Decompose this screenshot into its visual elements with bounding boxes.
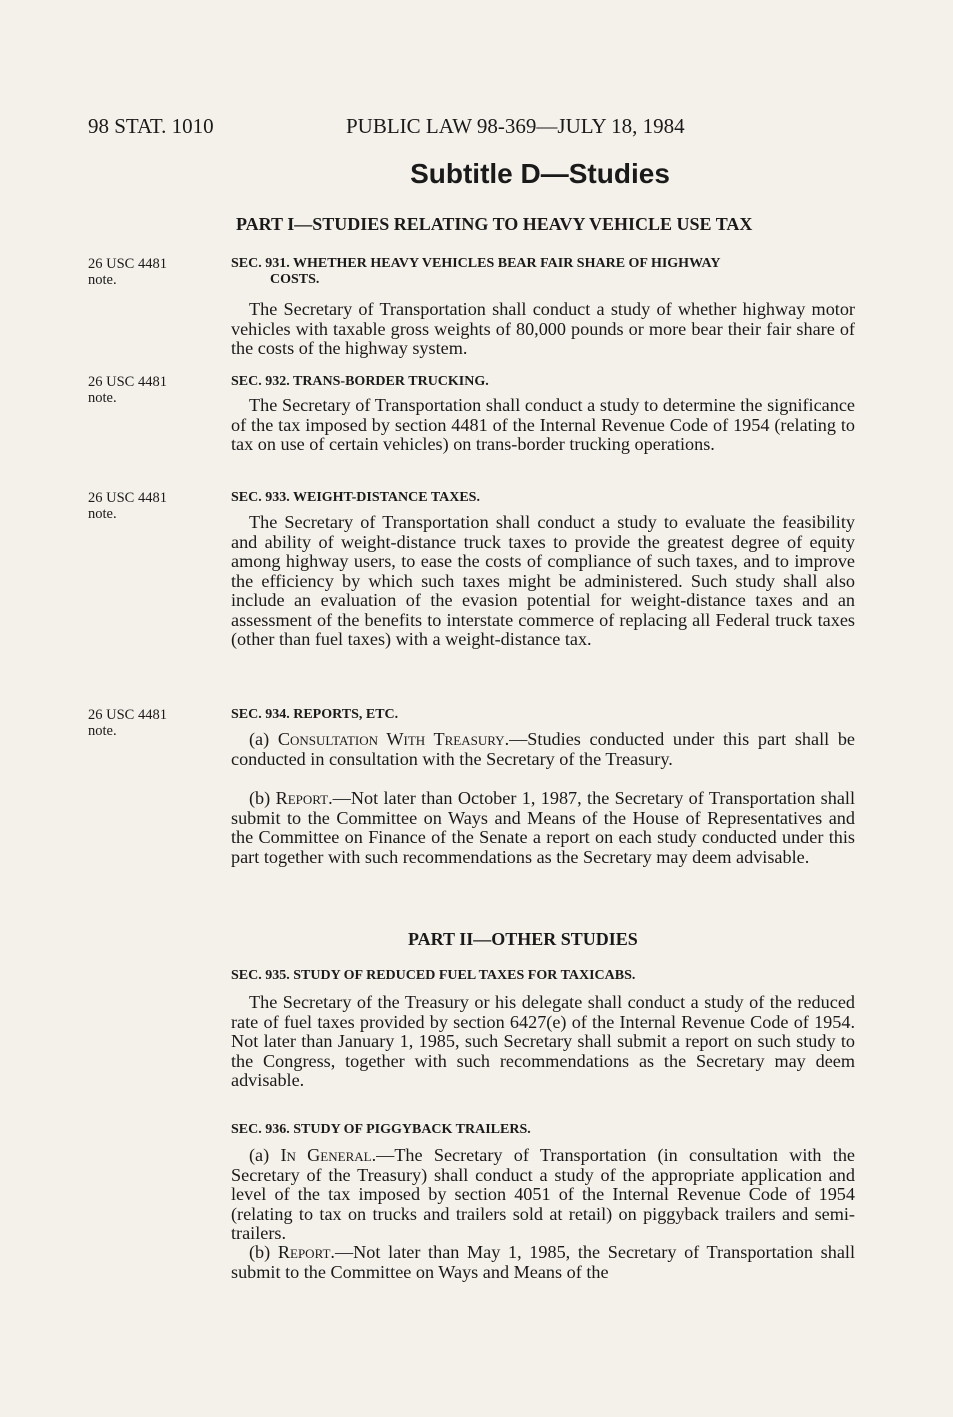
margin-note-citation: 26 USC 4481 [88, 256, 167, 272]
margin-note-933 [88, 490, 208, 522]
subsection-caption: Report [277, 1242, 331, 1262]
subsection-text: .—Not later than May 1, 1985, the Secretary of Transportation shall submit to the Committee on Ways and Means of the [231, 1242, 855, 1282]
section-932-text: The Secretary of Transportation shall conduct a study to determine the significance of the tax imposed by section 4481 of the Internal Revenue Code of 1954 (relating to tax on use of certain vehicles) on trans-border trucking operations. [231, 395, 855, 454]
margin-note-934 [88, 707, 208, 739]
section-936-subsection-a [231, 1146, 855, 1244]
margin-note-label: note. [88, 390, 117, 406]
running-header: PUBLIC LAW 98-369—JULY 18, 1984 [346, 114, 685, 138]
subtitle-heading: Subtitle D—Studies [410, 158, 670, 189]
subsection-caption: Consultation With Treasury [277, 729, 505, 749]
section-934-subsection-a [231, 730, 855, 769]
statute-page-number: 98 STAT. 1010 [88, 114, 214, 138]
margin-note-citation: 26 USC 4481 [88, 490, 167, 506]
section-heading-continuation: COSTS. [270, 272, 320, 287]
part-2-heading: PART II—OTHER STUDIES [408, 929, 638, 949]
section-936-heading: SEC. 936. STUDY OF PIGGYBACK TRAILERS. [231, 1122, 531, 1137]
subsection-caption: Report [275, 788, 329, 808]
section-heading-text: SEC. 931. WHETHER HEAVY VEHICLES BEAR FAIR SHARE OF HIGHWAY [231, 256, 721, 271]
part-1-heading: PART I—STUDIES RELATING TO HEAVY VEHICLE USE TAX [236, 214, 753, 234]
subsection-caption: In General [280, 1145, 372, 1165]
subsection-text: .—Studies conducted under this part shall be conducted in consultation with the Secretary of the Treasury. [231, 729, 856, 769]
margin-note-citation: 26 USC 4481 [88, 374, 167, 390]
section-935-heading: SEC. 935. STUDY OF REDUCED FUEL TAXES FOR TAXICABS. [231, 968, 636, 983]
section-935-text: The Secretary of the Treasury or his delegate shall conduct a study of the reduced rate of fuel taxes provided by section 6427(e) of the Internal Revenue Code of 1954. Not later than January 1, 1985, such Secretary shall submit a report on such study to the Congress, together with such recommendations as the Secretary may deem advisable. [231, 992, 855, 1090]
subsection-label: (b) [249, 1242, 278, 1262]
subsection-text: .—The Secretary of Transportation (in consultation with the Secretary of the Treasury) shall conduct a study of the appropriate application and level of the tax imposed by section 4051 of the Internal Revenue Code of 1954 (relating to tax on trucks and trailers sold at retail) on piggyback trailers and semi-trailers. [231, 1145, 856, 1243]
subsection-label: (a) [249, 1145, 281, 1165]
section-936-subsection-b [231, 1243, 855, 1282]
section-932-heading: SEC. 932. TRANS-BORDER TRUCKING. [231, 374, 489, 389]
section-933-text: The Secretary of Transportation shall conduct a study to evaluate the feasibility and ability of weight-distance truck taxes to provide the greatest degree of equity among highway users, to ease the costs of compliance of such taxes, and to improve the efficiency by which such taxes might be administered. Such study shall also include an evaluation of the evasion potential for weight-distance taxes and an assessment of the benefits to interstate commerce of replacing all Federal truck taxes (other than fuel taxes) with a weight-distance tax. [231, 512, 855, 649]
subsection-label: (a) [249, 729, 278, 749]
subsection-text: .—Not later than October 1, 1987, the Secretary of Transportation shall submit to the Committee on Ways and Means of the House of Representatives and the Committee on Finance of the Senate a report on each study conducted under this part together with such recommendations as the Secretary may deem advisable. [231, 788, 855, 867]
margin-note-citation: 26 USC 4481 [88, 707, 167, 723]
margin-note-label: note. [88, 272, 117, 288]
section-934-subsection-b [231, 789, 855, 867]
margin-note-931 [88, 256, 208, 288]
margin-note-label: note. [88, 723, 117, 739]
margin-note-label: note. [88, 506, 117, 522]
section-934-heading: SEC. 934. REPORTS, ETC. [231, 707, 399, 722]
section-931-heading [231, 256, 855, 288]
section-933-heading: SEC. 933. WEIGHT-DISTANCE TAXES. [231, 490, 480, 505]
section-931-text: The Secretary of Transportation shall conduct a study of whether highway motor vehicles with taxable gross weights of 80,000 pounds or more bear their fair share of the costs of the highway system. [231, 299, 855, 358]
margin-note-932 [88, 374, 208, 406]
subsection-label: (b) [249, 788, 276, 808]
